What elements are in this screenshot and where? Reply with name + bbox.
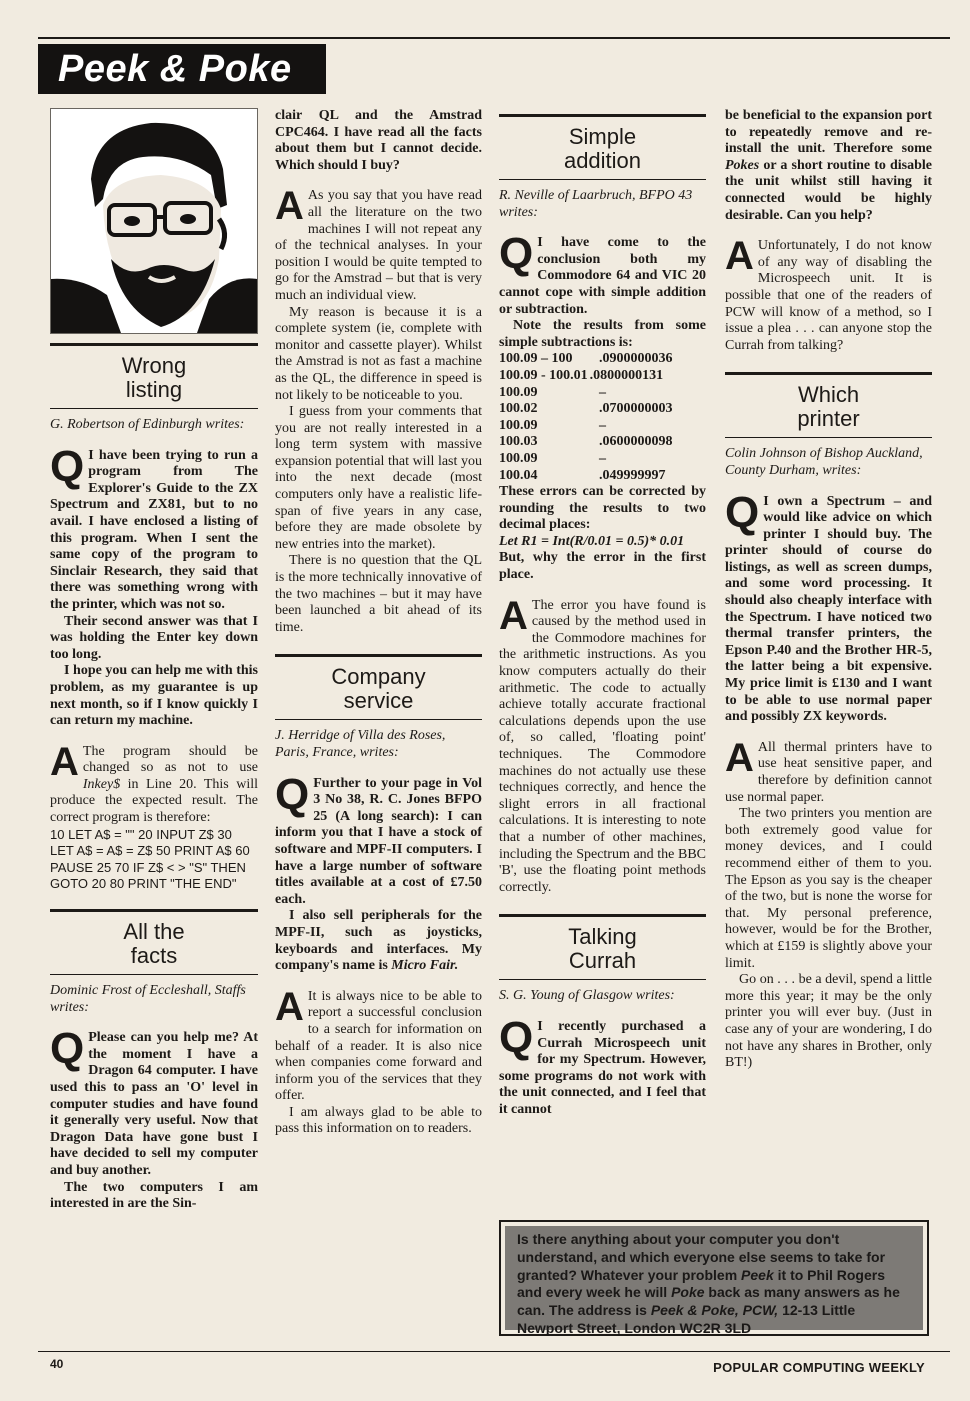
column-1 xyxy=(50,108,258,1213)
paragraph: I am always glad to be able to pass this information on to readers. xyxy=(275,1104,482,1137)
drop-cap: A xyxy=(725,735,754,780)
result-output: – xyxy=(599,417,606,433)
answer xyxy=(50,739,258,893)
heading-which-printer xyxy=(725,372,932,438)
paragraph: Unfortunately, I do not know of any way of disabling the Microspeech unit. It is possible that one of the readers of PCW will know of a method, so I issue a plea . . . can anyone stop the Currah from talking? xyxy=(725,238,932,353)
result-output: .0800000131 xyxy=(589,367,664,383)
heading-line: Currah xyxy=(568,948,637,974)
heading-talking-currah xyxy=(499,914,706,980)
column-3 xyxy=(499,108,706,1119)
paragraph xyxy=(275,908,482,974)
heading-line: Talking xyxy=(568,924,637,950)
paragraph: The error you have found is caused by the method used in the Commodore machines for the arithmetic instructions. As you know computers actually do their arithmetic. The code to actually achieve totally accurate fractional calculations depends upon the use of, so called, 'floating point' techniques. The Commodore machines do not actually use these techniques correctly, and hence the slight errors in all fractional calculations. It is interesting to note that a number of other machines, including the Spectrum and the BBC 'B', use the floating point methods correctly. xyxy=(499,597,706,895)
results-row xyxy=(499,368,706,385)
drop-cap: Q xyxy=(725,487,760,537)
heading-line: Which xyxy=(797,382,860,408)
paragraph: As you say that you have read all the literature on the two machines I will not repeat any of the technical analyses. In your position I would be quite tempted to go for the Amstrad – but that is very much an individual view. xyxy=(275,188,482,303)
program-listing: 10 LET A$ = "" 20 INPUT Z$ 30 LET A$ = A$ = Z$ 50 PRINT A$ 60 PAUSE 25 70 IF Z$ < > "S" THEN GOTO 20 80 PRINT "THE END" xyxy=(50,826,250,892)
results-row xyxy=(499,468,706,485)
text-run: or a short routine to disable the unit whilst still having it connected would be highly desirable. Can you help? xyxy=(725,157,932,223)
portrait-illustration xyxy=(51,109,257,333)
heading-line: service xyxy=(343,688,414,714)
heading-line: Wrong xyxy=(121,353,187,378)
question xyxy=(725,487,932,726)
byline: Dominic Frost of Eccleshall, Staffs writes: xyxy=(50,983,246,1015)
page-number: 40 xyxy=(50,1357,64,1371)
results-row xyxy=(499,385,706,402)
paragraph: I have come to the conclusion both my Commodore 64 and VIC 20 cannot cope with simple addition or subtraction. xyxy=(499,235,706,317)
drop-cap: A xyxy=(725,234,754,279)
byline: S. G. Young of Glasgow writes: xyxy=(499,988,675,1004)
top-rule xyxy=(38,37,950,39)
text-run: Micro Fair. xyxy=(391,958,459,974)
result-output: .049999997 xyxy=(599,467,666,483)
heading-line: Simple xyxy=(568,124,637,149)
heading-wrong-listing xyxy=(50,343,258,409)
question xyxy=(50,441,258,730)
publication-name: POPULAR COMPUTING WEEKLY xyxy=(713,1360,925,1375)
paragraph: Note the results from some simple subtractions is: xyxy=(499,318,706,350)
question xyxy=(275,769,482,975)
text-run: it to Phil Rogers and every week he will xyxy=(517,1266,885,1301)
results-table xyxy=(499,351,706,484)
heading-line: Company xyxy=(331,664,426,690)
paragraph: My reason is because it is a complete system (ie, complete with monitor and cassette player). Whilst the Amstrad is not as fast a machine as the QL, the difference in speed is not likely to be noticeable to you. xyxy=(275,304,482,403)
paragraph: But, why the error in the first place. xyxy=(499,550,706,583)
column-2 xyxy=(275,108,482,1138)
result-input: 100.09 xyxy=(499,450,538,466)
result-input: 100.03 xyxy=(499,434,538,450)
text-run: be beneficial to the expansion port to repeatedly remove and re-install the unit. Therefore some xyxy=(725,108,932,157)
drop-cap: Q xyxy=(499,229,534,279)
paragraph: clair QL and the Amstrad CPC464. I have read all the facts about them but I cannot decide. Which should I buy? xyxy=(275,108,482,173)
result-input: 100.09 - 100.01 xyxy=(499,367,588,383)
question xyxy=(499,229,706,583)
heading-all-the-facts xyxy=(50,909,258,975)
paragraph: Please can you help me? At the moment I have a Dragon 64 computer. I have used this to pass an 'O' level in computer studies and have found it generally very useful. Now that Dragon Data have gone bust I have decided to sell my computer and buy another. xyxy=(50,1030,258,1178)
heading-line: printer xyxy=(797,406,860,432)
result-input: 100.09 – 100 xyxy=(499,351,573,367)
result-output: .0700000003 xyxy=(599,401,673,417)
paragraph: I hope you can help me with this problem, as my guarantee is up next month, so if I know quickly I can return my machine. xyxy=(50,663,258,729)
paragraph: I guess from your comments that you are not really interested in a long term system with massive expansion potential that will last you into the next decade (most computers only have a realistic life-span of five years in any case, before they are made obsolete by new entries into the market). xyxy=(275,404,482,552)
paragraph xyxy=(50,739,258,827)
question-continued xyxy=(275,108,482,174)
drop-cap: A xyxy=(275,984,304,1029)
result-output: – xyxy=(599,384,606,400)
heading-line: listing xyxy=(125,377,183,402)
byline: R. Neville of Laarbruch, BFPO 43 writes: xyxy=(499,188,693,220)
text-run: The program should be changed so as not to use xyxy=(82,743,258,776)
text-run: Peek & Poke, PCW, xyxy=(650,1302,779,1319)
paragraph: The two printers you mention are both extremely good value for money devices, and I could recommend either of them to you. The Epson as you say is the cheaper of the two, but is none the worse for that. My personal preference, however, would be for the Brother, which at £159 is slightly above your limit. xyxy=(725,806,932,971)
drop-cap: Q xyxy=(275,769,310,819)
paragraph: Their second answer was that I was holding the Enter key down too long. xyxy=(50,613,258,662)
text-run: back as many answers as he can. The address is xyxy=(517,1284,900,1319)
byline: G. Robertson of Edinburgh writes: xyxy=(50,417,245,432)
paragraph: It is always nice to be able to report a successful conclusion to a search for information on behalf of a reader. It is also nice when companies come forward and inform you of the services that they offer. xyxy=(275,988,482,1104)
byline: J. Herridge of Villa des Roses, Paris, France, writes: xyxy=(275,728,446,760)
answer xyxy=(275,184,482,636)
paragraph: I own a Spectrum – and would like advice on which printer I should buy. The printer should of course do listings, as well as screen dumps, and some word processing. It should also cheaply interface with the Spectrum. I have noticed two thermal transfer printers, the Epson P.40 and the Brother HR-5, the latter being a bit expensive. My price limit is £130 and I want to be able to use normal paper and possibly ZX keywords. xyxy=(725,493,932,725)
heading-line: addition xyxy=(563,148,642,173)
result-input: 100.04 xyxy=(499,467,538,483)
paragraph: I recently purchased a Currah Microspeech unit for my Spectrum. However, some programs do not work with the unit connected, and I feel that it cannot xyxy=(499,1018,706,1117)
results-row xyxy=(499,401,706,418)
formula: Let R1 = Int(R/0.01 = 0.5)* 0.01 xyxy=(499,533,685,549)
answer xyxy=(275,984,482,1138)
drop-cap: Q xyxy=(50,1024,85,1074)
heading-line: facts xyxy=(130,943,178,969)
drop-cap: A xyxy=(499,593,528,638)
result-input: 100.02 xyxy=(499,401,538,417)
author-portrait xyxy=(50,108,258,334)
heading-company-service xyxy=(275,654,482,720)
drop-cap: Q xyxy=(50,441,85,491)
byline: Colin Johnson of Bishop Auckland, County Durham, writes: xyxy=(725,446,923,478)
answer xyxy=(725,234,932,354)
text-run: Inkey$ xyxy=(82,776,121,792)
paragraph: All thermal printers have to use heat sensitive paper, and therefore by definition cannot use normal paper. xyxy=(725,739,932,805)
drop-cap: Q xyxy=(499,1012,534,1062)
heading-simple-addition xyxy=(499,114,706,180)
text-run: 12-13 Little Newport Street, London WC2R 3LD xyxy=(517,1302,856,1336)
paragraph: These errors can be corrected by rounding the results to two decimal places: xyxy=(499,484,706,533)
text-run: Peek xyxy=(741,1266,774,1283)
column-title: Peek & Poke xyxy=(38,44,326,94)
paragraph: There is no question that the QL is the more technically innovative of the two machines – but it may have been launched a bit ahead of its time. xyxy=(275,553,482,635)
paragraph: The two computers I am interested in are the Sin- xyxy=(50,1179,258,1212)
results-row xyxy=(499,434,706,451)
text-run: Pokes xyxy=(725,157,760,173)
heading-line: All the xyxy=(123,919,185,945)
results-row xyxy=(499,451,706,468)
results-row xyxy=(499,418,706,435)
submission-info-text xyxy=(505,1226,923,1336)
result-output: .0600000098 xyxy=(599,434,673,450)
drop-cap: A xyxy=(50,739,79,784)
paragraph xyxy=(725,108,932,224)
drop-cap: A xyxy=(275,184,304,229)
paragraph: Go on . . . be a devil, spend a little more this year; it may be the only printer you will ever buy. (Just in case any of your are wondering, I do not have any shares in Brother, only BT!) xyxy=(725,972,932,1071)
question xyxy=(50,1024,258,1213)
column-4 xyxy=(725,108,932,1072)
text-run: Poke xyxy=(671,1284,705,1301)
paragraph: I have been trying to run a program from The Explorer's Guide to the ZX Spectrum and ZX81, but to no avail. I have enclosed a listing of this program. When I sent the same copy of the program to Sinclair Research, they said that there was something wrong with the printer, which was not so. xyxy=(50,447,258,612)
results-row xyxy=(499,351,706,368)
answer xyxy=(725,735,932,1072)
bottom-rule xyxy=(38,1351,950,1352)
result-input: 100.09 xyxy=(499,417,538,433)
text-run: in Line 20. This will produce the expected result. The correct program is therefore: xyxy=(50,776,258,826)
answer xyxy=(499,593,706,897)
text-run: I also sell peripherals for the MPF-II, such as joysticks, keyboards and interfaces. My company's name is xyxy=(275,908,482,974)
text-run: Is there anything about your computer you don't understand, and which everyone else seems to take for granted? Whatever your problem xyxy=(517,1231,886,1283)
question-continued xyxy=(725,108,932,224)
question xyxy=(499,1012,706,1119)
result-output: – xyxy=(599,450,606,466)
result-input: 100.09 xyxy=(499,384,538,400)
paragraph: Further to your page in Vol 3 No 38, R. C. Jones BFPO 25 (A long search): I can inform you that I have a stock of software and MPF-II computers. I have a large number of software titles available at a cost of £7.50 each. xyxy=(275,775,482,907)
result-output: .0900000036 xyxy=(599,351,673,367)
submission-info-box xyxy=(499,1220,929,1336)
